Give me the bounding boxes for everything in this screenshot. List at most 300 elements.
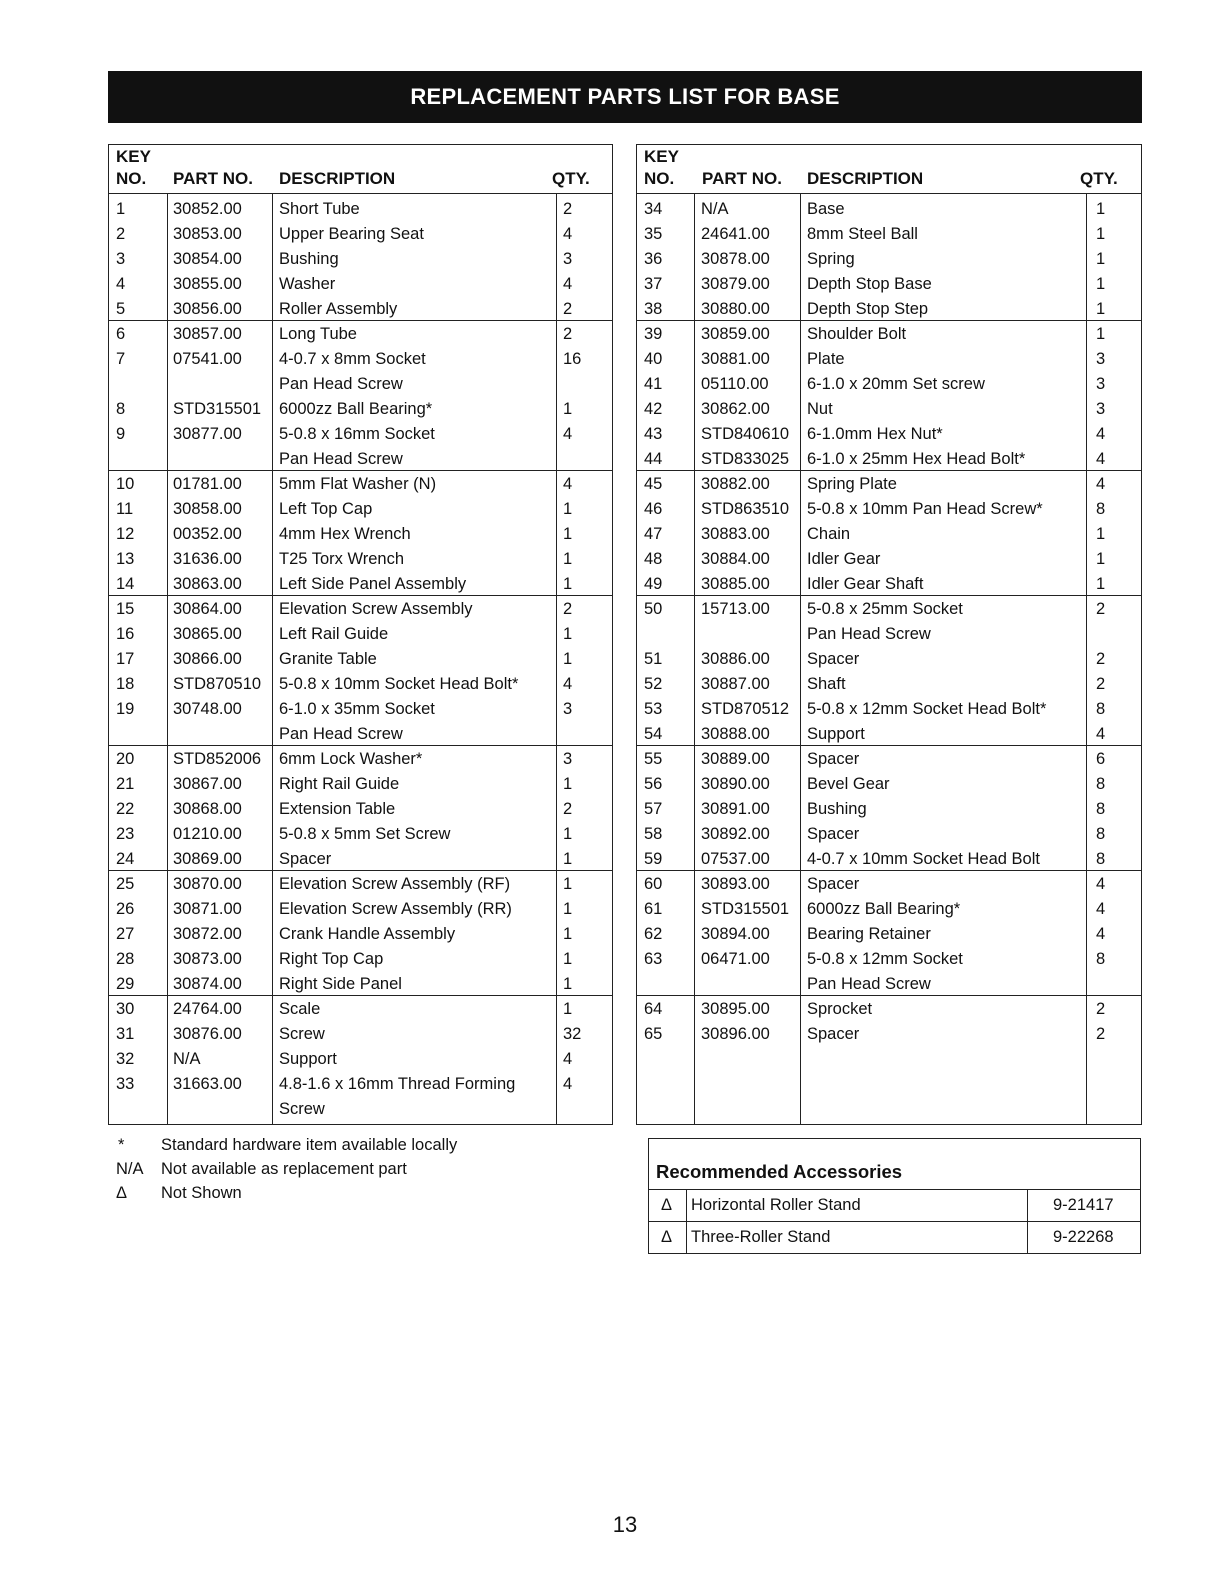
table-header <box>637 145 1141 194</box>
cell-key-no: 28 <box>116 950 135 968</box>
cell-description: Spring Plate <box>807 475 897 493</box>
cell-qty: 3 <box>563 750 573 768</box>
cell-qty: 4 <box>1096 450 1106 468</box>
cell-key-no: 25 <box>116 875 135 893</box>
table-row <box>109 222 612 247</box>
cell-description: Bushing <box>807 800 867 818</box>
cell-key-no: 13 <box>116 550 135 568</box>
cell-part-no: 30892.00 <box>701 825 770 843</box>
cell-description: 4.8-1.6 x 16mm Thread Forming <box>279 1075 516 1093</box>
cell-description: Elevation Screw Assembly (RF) <box>279 875 511 893</box>
cell-part-no: 30872.00 <box>173 925 242 943</box>
cell-qty: 2 <box>1096 1000 1106 1018</box>
cell-description: Extension Table <box>279 800 396 818</box>
table-row <box>109 297 612 322</box>
cell-description: Screw <box>279 1025 325 1043</box>
cell-qty: 8 <box>1096 825 1106 843</box>
cell-description: Granite Table <box>279 650 377 668</box>
table-row <box>637 847 1141 872</box>
cell-description: Spacer <box>279 850 332 868</box>
table-row <box>637 397 1141 422</box>
header-description: DESCRIPTION <box>807 169 924 188</box>
cell-description: 8mm Steel Ball <box>807 225 918 243</box>
cell-part-no: 30859.00 <box>701 325 770 343</box>
cell-qty: 4 <box>563 425 573 443</box>
cell-qty: 1 <box>563 1000 573 1018</box>
table-row <box>109 847 612 872</box>
cell-description: T25 Torx Wrench <box>279 550 405 568</box>
cell-part-no: 00352.00 <box>173 525 242 543</box>
cell-qty: 1 <box>563 525 573 543</box>
cell-qty: 2 <box>1096 600 1106 618</box>
cell-qty: 4 <box>1096 875 1106 893</box>
cell-part-no: 30878.00 <box>701 250 770 268</box>
cell-part-no: 30864.00 <box>173 600 242 618</box>
footnote-text: Not Shown <box>161 1184 242 1202</box>
table-row <box>637 647 1141 672</box>
group-separator <box>637 870 1141 871</box>
cell-part-no: 30858.00 <box>173 500 242 518</box>
header-key-line2: NO. <box>116 169 147 188</box>
page-number: 13 <box>612 1512 638 1537</box>
footnote-text: Standard hardware item available locally <box>161 1136 458 1154</box>
cell-key-no: 42 <box>644 400 663 418</box>
cell-key-no: 32 <box>116 1050 135 1068</box>
cell-description: Left Top Cap <box>279 500 373 518</box>
cell-key-no: 35 <box>644 225 663 243</box>
cell-part-no: 30854.00 <box>173 250 242 268</box>
cell-description: 5-0.8 x 12mm Socket Head Bolt* <box>807 700 1047 718</box>
cell-description: 6000zz Ball Bearing* <box>807 900 961 918</box>
cell-key-no: 53 <box>644 700 663 718</box>
header-description: DESCRIPTION <box>279 169 396 188</box>
accessory-name: Three-Roller Stand <box>691 1228 831 1246</box>
cell-qty: 4 <box>563 275 573 293</box>
table-row <box>637 897 1141 922</box>
cell-qty: 2 <box>1096 650 1106 668</box>
cell-part-no: 30883.00 <box>701 525 770 543</box>
cell-description: Sprocket <box>807 1000 873 1018</box>
cell-part-no: 30889.00 <box>701 750 770 768</box>
cell-qty: 4 <box>563 675 573 693</box>
cell-description: Idler Gear Shaft <box>807 575 924 593</box>
table-row <box>109 1072 612 1097</box>
cell-key-no: 38 <box>644 300 663 318</box>
cell-key-no: 20 <box>116 750 135 768</box>
table-row <box>109 697 612 722</box>
cell-key-no: 15 <box>116 600 135 618</box>
cell-description: 5-0.8 x 10mm Pan Head Screw* <box>807 500 1043 518</box>
cell-description: 4-0.7 x 8mm Socket <box>279 350 426 368</box>
footnote-text: Not available as replacement part <box>161 1160 407 1178</box>
cell-qty: 1 <box>563 400 573 418</box>
cell-part-no: 30862.00 <box>701 400 770 418</box>
cell-key-no: 55 <box>644 750 663 768</box>
cell-description: Depth Stop Base <box>807 275 932 293</box>
table-row <box>109 422 612 447</box>
cell-key-no: 27 <box>116 925 135 943</box>
cell-key-no: 30 <box>116 1000 135 1018</box>
table-row <box>637 872 1141 897</box>
group-separator <box>637 745 1141 746</box>
group-separator <box>637 995 1141 996</box>
cell-qty: 1 <box>563 850 573 868</box>
table-row <box>637 472 1141 497</box>
cell-key-no: 16 <box>116 625 135 643</box>
cell-qty: 4 <box>1096 425 1106 443</box>
cell-qty: 2 <box>563 200 573 218</box>
cell-part-no: 07537.00 <box>701 850 770 868</box>
cell-key-no: 37 <box>644 275 663 293</box>
cell-part-no: STD852006 <box>173 750 262 768</box>
cell-part-no: 30748.00 <box>173 700 242 718</box>
cell-key-no: 50 <box>644 600 663 618</box>
table-row <box>109 272 612 297</box>
table-row <box>109 897 612 922</box>
table-row <box>637 247 1141 272</box>
cell-description: 5-0.8 x 12mm Socket <box>807 950 963 968</box>
cell-part-no: STD833025 <box>701 450 790 468</box>
cell-qty: 6 <box>1096 750 1106 768</box>
cell-part-no: 30870.00 <box>173 875 242 893</box>
cell-description: Support <box>807 725 865 743</box>
cell-key-no: 49 <box>644 575 663 593</box>
cell-part-no: 31663.00 <box>173 1075 242 1093</box>
cell-part-no: 15713.00 <box>701 600 770 618</box>
table-row <box>109 472 612 497</box>
cell-qty: 8 <box>1096 775 1106 793</box>
header-qty: QTY. <box>1080 169 1118 188</box>
table-row <box>109 622 612 647</box>
footnote-symbol: Δ <box>116 1184 128 1202</box>
group-separator <box>637 595 1141 596</box>
header-part-no: PART NO. <box>702 169 782 188</box>
parts-table-left <box>108 144 613 1125</box>
cell-part-no: 30865.00 <box>173 625 242 643</box>
cell-key-no: 40 <box>644 350 663 368</box>
cell-description: 6-1.0 x 25mm Hex Head Bolt* <box>807 450 1026 468</box>
cell-key-no: 3 <box>116 250 126 268</box>
cell-description: Spacer <box>807 650 860 668</box>
table-row <box>637 972 1141 997</box>
cell-description: 6-1.0mm Hex Nut* <box>807 425 943 443</box>
cell-description: Scale <box>279 1000 321 1018</box>
cell-key-no: 61 <box>644 900 663 918</box>
cell-part-no: 30884.00 <box>701 550 770 568</box>
table-row <box>637 597 1141 622</box>
footnote-symbol: * <box>118 1136 125 1154</box>
cell-qty: 3 <box>1096 400 1106 418</box>
cell-key-no: 19 <box>116 700 135 718</box>
cell-key-no: 64 <box>644 1000 663 1018</box>
cell-part-no: 30891.00 <box>701 800 770 818</box>
cell-key-no: 34 <box>644 200 663 218</box>
cell-qty: 1 <box>563 900 573 918</box>
cell-qty: 1 <box>563 500 573 518</box>
cell-description: Support <box>279 1050 337 1068</box>
table-row <box>637 722 1141 747</box>
accessory-name: Horizontal Roller Stand <box>691 1196 861 1214</box>
table-row <box>109 1097 612 1122</box>
cell-part-no: 30876.00 <box>173 1025 242 1043</box>
table-row <box>637 797 1141 822</box>
cell-description: Screw <box>279 1100 325 1118</box>
table-row <box>109 772 612 797</box>
cell-qty: 1 <box>563 775 573 793</box>
table-row <box>109 547 612 572</box>
cell-qty: 1 <box>1096 325 1106 343</box>
group-separator <box>109 995 612 996</box>
cell-key-no: 4 <box>116 275 126 293</box>
group-separator <box>109 745 612 746</box>
cell-part-no: 30874.00 <box>173 975 242 993</box>
cell-key-no: 39 <box>644 325 663 343</box>
cell-description: Elevation Screw Assembly <box>279 600 473 618</box>
cell-description: Chain <box>807 525 851 543</box>
cell-description: Elevation Screw Assembly (RR) <box>279 900 512 918</box>
cell-qty: 32 <box>563 1025 582 1043</box>
cell-key-no: 8 <box>116 400 126 418</box>
cell-key-no: 63 <box>644 950 663 968</box>
table-row <box>637 947 1141 972</box>
cell-key-no: 58 <box>644 825 663 843</box>
cell-description: Right Side Panel <box>279 975 402 993</box>
cell-part-no: 30890.00 <box>701 775 770 793</box>
cell-description: 4-0.7 x 10mm Socket Head Bolt <box>807 850 1040 868</box>
cell-description: Depth Stop Step <box>807 300 929 318</box>
cell-part-no: 30866.00 <box>173 650 242 668</box>
cell-description: Spacer <box>807 1025 860 1043</box>
group-separator <box>109 470 612 471</box>
header-key-line2: NO. <box>644 169 675 188</box>
cell-qty: 2 <box>563 300 573 318</box>
recommended-accessories <box>648 1138 1141 1254</box>
cell-key-no: 44 <box>644 450 663 468</box>
cell-part-no: N/A <box>173 1050 201 1068</box>
cell-part-no: 30879.00 <box>701 275 770 293</box>
table-row <box>637 522 1141 547</box>
table-header <box>109 145 612 194</box>
cell-qty: 4 <box>1096 925 1106 943</box>
cell-key-no: 48 <box>644 550 663 568</box>
table-row <box>109 872 612 897</box>
table-row <box>109 572 612 597</box>
cell-key-no: 12 <box>116 525 135 543</box>
cell-key-no: 6 <box>116 325 126 343</box>
header-qty: QTY. <box>552 169 590 188</box>
table-row <box>637 1022 1141 1047</box>
cell-part-no: 30877.00 <box>173 425 242 443</box>
cell-key-no: 22 <box>116 800 135 818</box>
accessory-row <box>649 1221 1140 1254</box>
cell-description: Roller Assembly <box>279 300 398 318</box>
cell-key-no: 62 <box>644 925 663 943</box>
group-separator <box>109 320 612 321</box>
cell-qty: 1 <box>1096 200 1106 218</box>
cell-part-no: 01781.00 <box>173 475 242 493</box>
cell-key-no: 11 <box>116 500 134 518</box>
table-row <box>109 347 612 372</box>
cell-qty: 8 <box>1096 850 1106 868</box>
table-row <box>637 347 1141 372</box>
cell-key-no: 31 <box>116 1025 135 1043</box>
cell-description: Right Rail Guide <box>279 775 400 793</box>
cell-qty: 1 <box>1096 575 1106 593</box>
cell-description: Right Top Cap <box>279 950 384 968</box>
table-row <box>109 247 612 272</box>
cell-qty: 1 <box>563 875 573 893</box>
table-row <box>637 697 1141 722</box>
table-row <box>109 447 612 472</box>
cell-qty: 1 <box>1096 250 1106 268</box>
cell-key-no: 43 <box>644 425 663 443</box>
table-row <box>109 372 612 397</box>
cell-qty: 1 <box>563 950 573 968</box>
table-row <box>637 197 1141 222</box>
cell-description: 5mm Flat Washer (N) <box>279 475 437 493</box>
cell-key-no: 23 <box>116 825 135 843</box>
table-row <box>637 622 1141 647</box>
table-row <box>109 647 612 672</box>
cell-key-no: 54 <box>644 725 663 743</box>
cell-qty: 8 <box>1096 700 1106 718</box>
cell-part-no: 30868.00 <box>173 800 242 818</box>
table-row <box>637 922 1141 947</box>
cell-part-no: STD870512 <box>701 700 790 718</box>
cell-part-no: STD863510 <box>701 500 790 518</box>
table-row <box>109 197 612 222</box>
cell-key-no: 46 <box>644 500 663 518</box>
accessory-row <box>649 1189 1140 1222</box>
cell-qty: 4 <box>1096 725 1106 743</box>
cell-key-no: 2 <box>116 225 126 243</box>
cell-part-no: 30869.00 <box>173 850 242 868</box>
table-row <box>109 947 612 972</box>
cell-part-no: 30881.00 <box>701 350 770 368</box>
cell-key-no: 59 <box>644 850 663 868</box>
cell-part-no: 30887.00 <box>701 675 770 693</box>
table-row <box>637 547 1141 572</box>
cell-key-no: 9 <box>116 425 126 443</box>
header-part-no: PART NO. <box>173 169 253 188</box>
cell-qty: 16 <box>563 350 582 368</box>
cell-part-no: 30852.00 <box>173 200 242 218</box>
cell-description: Long Tube <box>279 325 357 343</box>
cell-qty: 1 <box>1096 275 1106 293</box>
table-row <box>109 597 612 622</box>
cell-part-no: STD870510 <box>173 675 262 693</box>
cell-qty: 3 <box>1096 375 1106 393</box>
table-row <box>109 972 612 997</box>
cell-key-no: 17 <box>116 650 135 668</box>
cell-part-no: 30886.00 <box>701 650 770 668</box>
cell-part-no: 30880.00 <box>701 300 770 318</box>
cell-part-no: 30856.00 <box>173 300 242 318</box>
cell-description: Pan Head Screw <box>279 375 403 393</box>
cell-part-no: 30863.00 <box>173 575 242 593</box>
table-row <box>637 322 1141 347</box>
cell-description: Washer <box>279 275 336 293</box>
cell-qty: 4 <box>563 1075 573 1093</box>
cell-description: Spring <box>807 250 855 268</box>
cell-description: Spacer <box>807 875 860 893</box>
cell-key-no: 24 <box>116 850 135 868</box>
cell-key-no: 56 <box>644 775 663 793</box>
cell-description: 6mm Lock Washer* <box>279 750 423 768</box>
group-separator <box>637 320 1141 321</box>
cell-qty: 1 <box>563 550 573 568</box>
cell-qty: 1 <box>563 975 573 993</box>
cell-part-no: 24641.00 <box>701 225 770 243</box>
cell-key-no: 41 <box>644 375 663 393</box>
cell-qty: 4 <box>563 475 573 493</box>
cell-description: 5-0.8 x 5mm Set Screw <box>279 825 451 843</box>
table-row <box>637 422 1141 447</box>
cell-description: 6000zz Ball Bearing* <box>279 400 433 418</box>
cell-part-no: 01210.00 <box>173 825 242 843</box>
cell-qty: 8 <box>1096 950 1106 968</box>
cell-qty: 1 <box>1096 525 1106 543</box>
cell-key-no: 65 <box>644 1025 663 1043</box>
accessory-symbol: Δ <box>661 1228 673 1246</box>
cell-part-no: STD840610 <box>701 425 790 443</box>
group-separator <box>109 870 612 871</box>
cell-key-no: 1 <box>116 200 126 218</box>
cell-qty: 3 <box>563 250 573 268</box>
cell-part-no: 05110.00 <box>701 375 769 393</box>
cell-qty: 4 <box>563 225 573 243</box>
footnote-symbol: N/A <box>116 1160 144 1178</box>
cell-key-no: 21 <box>116 775 135 793</box>
cell-part-no: 30853.00 <box>173 225 242 243</box>
table-row <box>637 572 1141 597</box>
cell-part-no: 30896.00 <box>701 1025 770 1043</box>
cell-description: 5-0.8 x 10mm Socket Head Bolt* <box>279 675 519 693</box>
cell-qty: 2 <box>563 800 573 818</box>
cell-key-no: 60 <box>644 875 663 893</box>
cell-key-no: 47 <box>644 525 663 543</box>
cell-part-no: 30857.00 <box>173 325 242 343</box>
table-row <box>637 997 1141 1022</box>
cell-description: 6-1.0 x 20mm Set screw <box>807 375 985 393</box>
cell-description: Upper Bearing Seat <box>279 225 424 243</box>
table-row <box>637 297 1141 322</box>
cell-key-no: 45 <box>644 475 663 493</box>
cell-description: Shoulder Bolt <box>807 325 907 343</box>
column-divider <box>1027 1189 1028 1253</box>
group-separator <box>109 595 612 596</box>
cell-qty: 2 <box>563 600 573 618</box>
cell-qty: 2 <box>1096 675 1106 693</box>
cell-part-no: 30893.00 <box>701 875 770 893</box>
cell-part-no: 30888.00 <box>701 725 770 743</box>
page-banner <box>108 71 1142 123</box>
table-row <box>109 522 612 547</box>
cell-key-no: 51 <box>644 650 663 668</box>
cell-description: Left Rail Guide <box>279 625 389 643</box>
cell-qty: 1 <box>563 625 573 643</box>
cell-key-no: 7 <box>116 350 126 368</box>
accessory-part-no: 9-21417 <box>1053 1196 1114 1214</box>
cell-part-no: 06471.00 <box>701 950 770 968</box>
cell-description: 6-1.0 x 35mm Socket <box>279 700 435 718</box>
table-row <box>637 372 1141 397</box>
cell-description: Bearing Retainer <box>807 925 931 943</box>
cell-description: Bevel Gear <box>807 775 890 793</box>
table-row <box>109 1047 612 1072</box>
cell-qty: 1 <box>563 925 573 943</box>
cell-qty: 8 <box>1096 500 1106 518</box>
